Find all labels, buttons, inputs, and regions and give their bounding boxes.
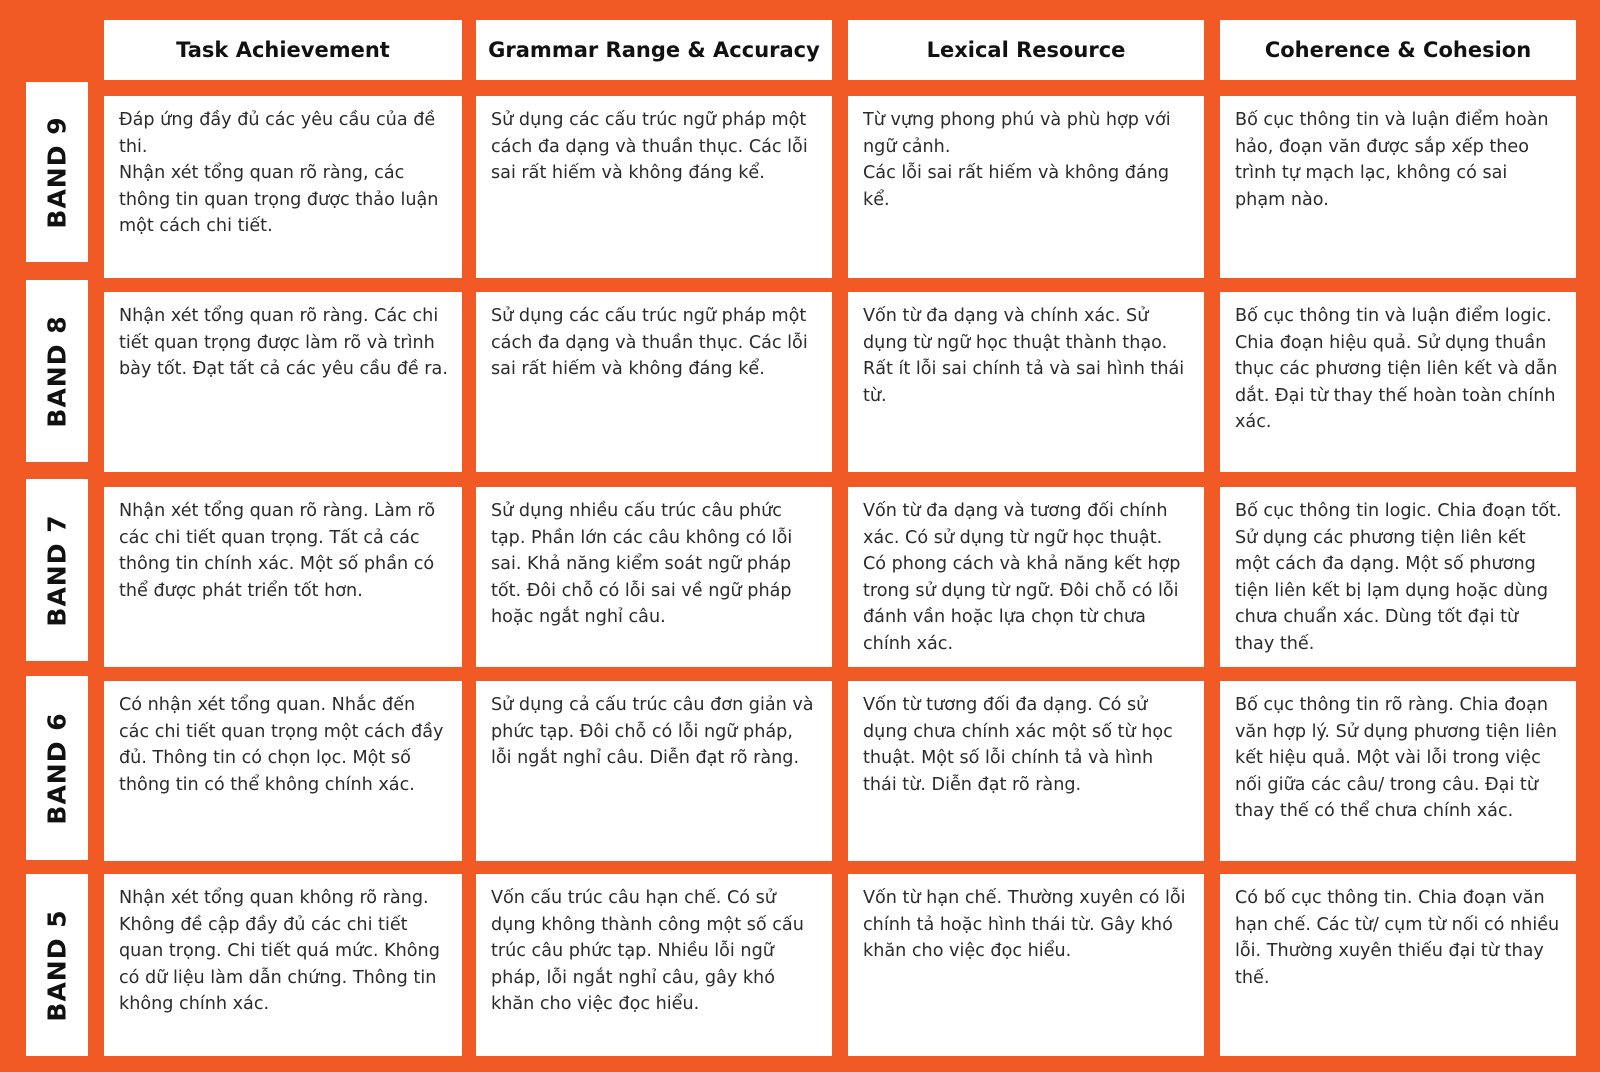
band-9-task-achievement-cell xyxy=(104,96,462,278)
cell-text: Bố cục thông tin logic. Chia đoạn tốt. Sử dụng các phương tiện liên kết một cách đa dạng. Một số phương tiện liên kết bị lạm dụng hoặc dùng chưa chuẩn xác. Dùng tốt đại từ thay thế. xyxy=(1235,501,1562,654)
band-7-coherence-cell xyxy=(1220,487,1576,667)
header-task-achievement: Task Achievement xyxy=(104,20,462,80)
band-8-task-achievement-cell xyxy=(104,292,462,472)
cell-text: Nhận xét tổng quan rõ ràng. Làm rõ các chi tiết quan trọng. Tất cả các thông tin chính xác. Một số phần có thể được phát triển tốt hơn. xyxy=(119,501,436,601)
band-6-coherence-cell xyxy=(1220,681,1576,861)
cell-text: Bố cục thông tin và luận điểm hoàn hảo, đoạn văn được sắp xếp theo trình tự mạch lạc, không có sai phạm nào. xyxy=(1235,110,1549,210)
header-coherence-cohesion: Coherence & Cohesion xyxy=(1220,20,1576,80)
band-7-label xyxy=(26,479,88,661)
cell-text: Nhận xét tổng quan không rõ ràng. Không đề cập đầy đủ các chi tiết quan trọng. Chi tiết quá mức. Không có dữ liệu làm dẫn chứng. Thông tin không chính xác. xyxy=(119,888,440,1015)
cell-text: Vốn từ đa dạng và tương đối chính xác. Có sử dụng từ ngữ học thuật. Có phong cách và khả năng kết hợp trong sử dụng từ ngữ. Đôi chỗ có lỗi đánh vần hoặc lựa chọn từ chưa chính xác. xyxy=(863,501,1181,654)
band-8-lexical-cell xyxy=(848,292,1204,472)
band-8-grammar-cell xyxy=(476,292,832,472)
band-5-grammar-cell xyxy=(476,874,832,1056)
cell-text: Sử dụng nhiều cấu trúc câu phức tạp. Phần lớn các câu không có lỗi sai. Khả năng kiểm soát ngữ pháp tốt. Đôi chỗ có lỗi sai về ngữ pháp hoặc ngắt nghỉ câu. xyxy=(491,501,793,628)
band-7-task-achievement-cell xyxy=(104,487,462,667)
cell-text: Sử dụng các cấu trúc ngữ pháp một cách đa dạng và thuần thục. Các lỗi sai rất hiếm và không đáng kể. xyxy=(491,110,808,184)
cell-text: Vốn từ hạn chế. Thường xuyên có lỗi chính tả hoặc hình thái từ. Gây khó khăn cho việc đọc hiểu. xyxy=(863,888,1186,962)
band-5-text: BAND 5 xyxy=(42,908,72,1022)
band-5-task-achievement-cell xyxy=(104,874,462,1056)
band-7-grammar-cell xyxy=(476,487,832,667)
band-9-label xyxy=(26,82,88,262)
band-7-lexical-cell xyxy=(848,487,1204,667)
band-5-label xyxy=(26,874,88,1056)
cell-text: Vốn cấu trúc câu hạn chế. Có sử dụng không thành công một số cấu trúc câu phức tạp. Nhiều lỗi ngữ pháp, lỗi ngắt nghỉ câu, gây khó khăn cho việc đọc hiểu. xyxy=(491,888,804,1015)
band-5-coherence-cell xyxy=(1220,874,1576,1056)
band-9-lexical-cell xyxy=(848,96,1204,278)
cell-text: Các lỗi sai rất hiếm và không đáng kể. xyxy=(863,163,1170,210)
band-8-text: BAND 8 xyxy=(42,314,72,428)
header-lexical-resource: Lexical Resource xyxy=(848,20,1204,80)
cell-text: Nhận xét tổng quan rõ ràng, các thông tin quan trọng được thảo luận một cách chi tiết. xyxy=(119,163,439,237)
band-8-label xyxy=(26,280,88,462)
band-9-coherence-cell xyxy=(1220,96,1576,278)
band-6-lexical-cell xyxy=(848,681,1204,861)
cell-text: Sử dụng cả cấu trúc câu đơn giản và phức tạp. Đôi chỗ có lỗi ngữ pháp, lỗi ngắt nghỉ câu. Diễn đạt rõ ràng. xyxy=(491,695,814,769)
band-8-coherence-cell xyxy=(1220,292,1576,472)
band-6-grammar-cell xyxy=(476,681,832,861)
band-5-lexical-cell xyxy=(848,874,1204,1056)
band-7-text: BAND 7 xyxy=(42,513,72,627)
cell-text: Vốn từ tương đối đa dạng. Có sử dụng chưa chính xác một số từ học thuật. Một số lỗi chính tả và hình thái từ. Diễn đạt rõ ràng. xyxy=(863,695,1173,795)
cell-text: Vốn từ đa dạng và chính xác. Sử dụng từ ngữ học thuật thành thạo. Rất ít lỗi sai chính tả và sai hình thái từ. xyxy=(863,306,1185,406)
cell-text: Sử dụng các cấu trúc ngữ pháp một cách đa dạng và thuần thục. Các lỗi sai rất hiếm và không đáng kể. xyxy=(491,306,808,380)
cell-text: Từ vựng phong phú và phù hợp với ngữ cảnh. xyxy=(863,110,1171,157)
band-9-grammar-cell xyxy=(476,96,832,278)
cell-text: Đáp ứng đầy đủ các yêu cầu của đề thi. xyxy=(119,110,436,157)
cell-text: Bố cục thông tin rõ ràng. Chia đoạn văn hợp lý. Sử dụng phương tiện liên kết hiệu quả. Một vài lỗi trong việc nối giữa các câu/ trong câu. Đại từ thay thế có thể chưa chính xác. xyxy=(1235,695,1557,822)
band-6-task-achievement-cell xyxy=(104,681,462,861)
band-6-label xyxy=(26,676,88,860)
band-9-text: BAND 9 xyxy=(42,115,72,229)
cell-text: Có bố cục thông tin. Chia đoạn văn hạn chế. Các từ/ cụm từ nối có nhiều lỗi. Thường xuyên thiếu đại từ thay thế. xyxy=(1235,888,1560,988)
cell-text: Nhận xét tổng quan rõ ràng. Các chi tiết quan trọng được làm rõ và trình bày tốt. Đạt tất cả các yêu cầu đề ra. xyxy=(119,306,448,380)
cell-text: Có nhận xét tổng quan. Nhắc đến các chi tiết quan trọng một cách đầy đủ. Thông tin có chọn lọc. Một số thông tin có thể không chính xác. xyxy=(119,695,444,795)
band-6-text: BAND 6 xyxy=(42,711,72,825)
header-grammar-range-accuracy: Grammar Range & Accuracy xyxy=(476,20,832,80)
cell-text: Bố cục thông tin và luận điểm logic. Chia đoạn hiệu quả. Sử dụng thuần thục các phương tiện liên kết và dẫn dắt. Đại từ thay thế hoàn toàn chính xác. xyxy=(1235,306,1558,433)
